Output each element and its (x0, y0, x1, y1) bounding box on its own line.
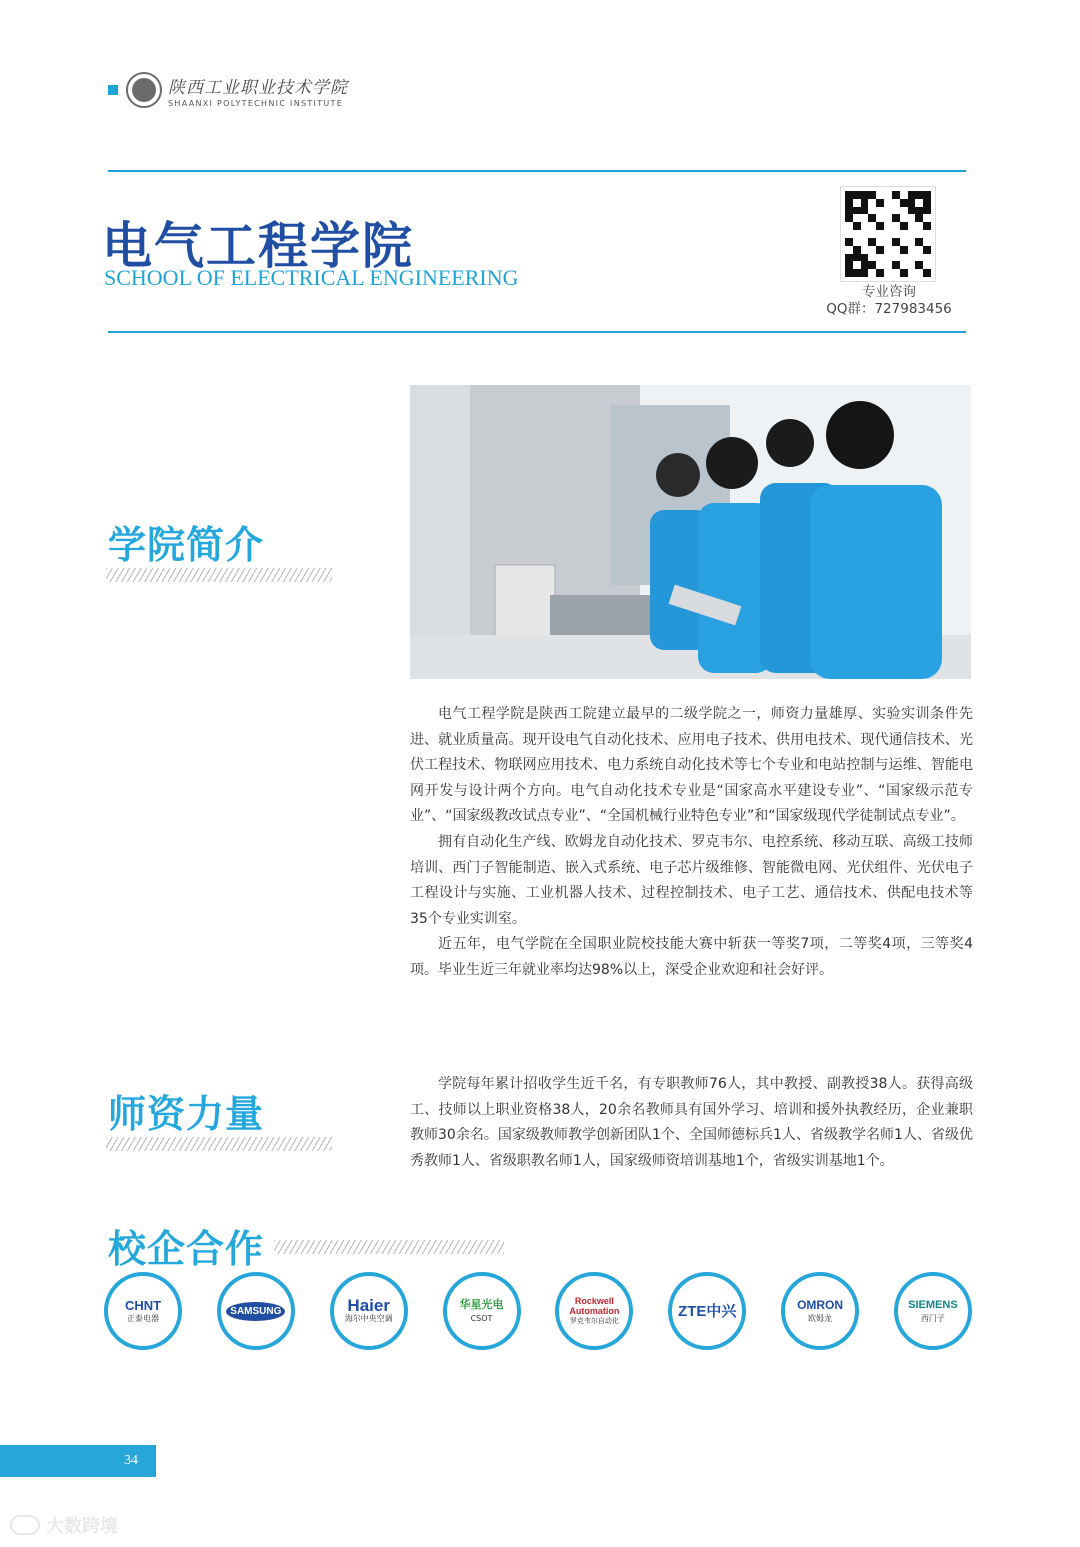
title-bottom-rule (108, 331, 966, 333)
partner-name: Haier (347, 1296, 390, 1315)
page-number: 34 (124, 1453, 138, 1468)
partner-logo-zte (668, 1272, 746, 1350)
partner-subname: 海尔中央空调 (344, 1314, 393, 1323)
page-subtitle: SCHOOL OF ELECTRICAL ENGINEERING (104, 265, 519, 290)
intro-paragraph: 拥有自动化生产线、欧姆龙自动化技术、罗克韦尔、电控系统、移动互联、高级工技师培训、西门子智能制造、嵌入式系统、电子芯片级维修、智能微电网、光伏组件、光伏电子工程设计与实施、工业机器人技术、过程控制技术、电子工艺、通信技术、供配电技术等35个专业实训室。 (410, 833, 973, 927)
faculty-heading: 师资力量 (108, 1092, 265, 1136)
qr-caption-qq: QQ群：727983456 (826, 301, 952, 317)
logo-chinese-name: 陕西工业职业技术学院 (168, 77, 348, 98)
partner-subname: 正泰电器 (127, 1314, 159, 1323)
title-top-rule (108, 170, 966, 172)
partner-subname: CSOT (470, 1314, 493, 1323)
qr-code-icon (840, 186, 936, 282)
partner-logo-haier (330, 1272, 408, 1350)
intro-paragraph: 近五年，电气学院在全国职业院校技能大赛中斩获一等奖7项，二等奖4项，三等奖4项。毕业生近三年就业率均达98%以上，深受企业欢迎和社会好评。 (410, 936, 973, 978)
partner-name: SAMSUNG (226, 1302, 285, 1321)
page-title: 电气工程学院 (102, 217, 414, 275)
partner-logo-omron (781, 1272, 859, 1350)
qr-caption (812, 284, 966, 318)
partner-subname: 欧姆龙 (808, 1314, 833, 1323)
partner-name: ZTE中兴 (678, 1302, 737, 1320)
faculty-heading-hatch (106, 1137, 332, 1151)
logo-english-name: SHAANXI POLYTECHNIC INSTITUTE (168, 98, 344, 108)
partner-logo-samsung (217, 1272, 295, 1350)
partner-logo-chnt (104, 1272, 182, 1350)
logo-accent-square (108, 85, 118, 95)
cooperation-heading: 校企合作 (108, 1227, 265, 1271)
faculty-paragraph: 学院每年累计招收学生近千名，有专职教师76人，其中教授、副教授38人。获得高级工、技师以上职业资格38人，20余名教师具有国外学习、培训和援外执教经历，企业兼职教师30余名。国家级教师教学创新团队1个、全国师德标兵1人、省级教学名师1人、省级优秀教师1人、省级职教名师1人，国家级师资培训基地1个，省级实训基地1个。 (410, 1076, 973, 1169)
intro-body (410, 702, 973, 984)
qr-caption-label: 专业咨询 (862, 284, 916, 300)
partner-subname: 罗克韦尔自动化 (569, 1316, 619, 1325)
seal-icon (126, 72, 162, 108)
cooperation-heading-hatch (274, 1240, 504, 1254)
partner-name: OMRON (797, 1298, 844, 1312)
partner-name: 华星光电 (459, 1299, 504, 1311)
partner-name: Rockwell Automation (569, 1295, 620, 1316)
intro-heading-hatch (106, 568, 332, 582)
partner-logos (104, 1272, 972, 1352)
watermark-logo-icon (10, 1515, 40, 1535)
watermark-text: 大数跨境 (46, 1516, 118, 1537)
faculty-body (410, 1072, 973, 1174)
lab-photo (410, 385, 971, 679)
partner-name: CHNT (124, 1298, 162, 1313)
partner-logo-siemens (894, 1272, 972, 1350)
intro-heading: 学院简介 (108, 523, 265, 567)
watermark (10, 1512, 118, 1538)
intro-paragraph: 电气工程学院是陕西工院建立最早的二级学院之一，师资力量雄厚、实验实训条件先进、就业质量高。现开设电气自动化技术、应用电子技术、供用电技术、现代通信技术、光伏工程技术、物联网应用技术、电力系统自动化技术等七个专业和电站控制与运维、智能电网开发与设计两个方向。电气自动化技术专业是“国家高水平建设专业”、“国家级示范专业”、“国家级教改试点专业”、“全国机械行业特色专业”和“国家级现代学徒制试点专业”。 (410, 706, 973, 825)
institute-logo (108, 70, 348, 110)
partner-subname: 西门子 (920, 1314, 945, 1323)
partner-name: SIEMENS (908, 1299, 958, 1311)
partner-logo-csot (443, 1272, 521, 1350)
partner-logo-rockwell (555, 1272, 633, 1350)
